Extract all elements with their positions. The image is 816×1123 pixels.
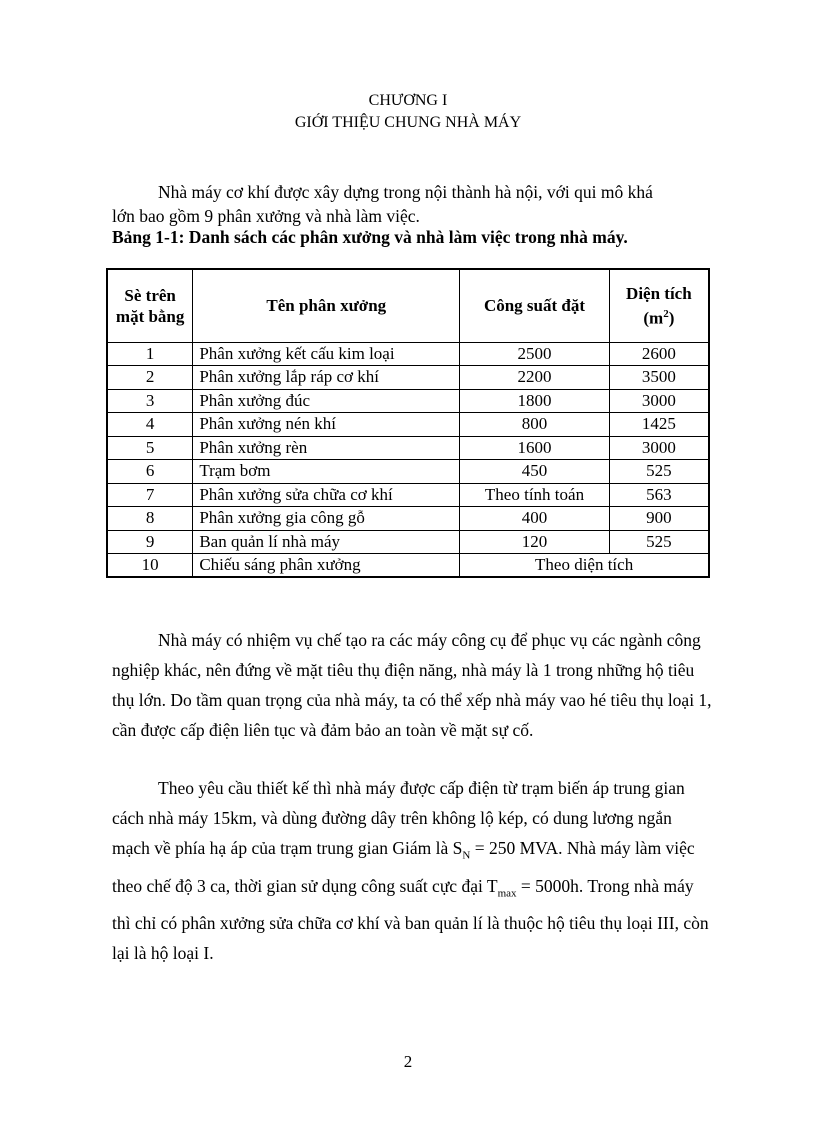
cell-name: Phân xưởng rèn	[193, 436, 460, 460]
cell-name: Chiếu sáng phân xưởng	[193, 554, 460, 578]
paragraph-1-text: Nhà máy có nhiệm vụ chế tạo ra các máy công cụ để phục vụ các ngành công nghiệp khác, nên đứng về mặt tiêu thụ điện năng, nhà máy là 1 trong những hộ tiêu thụ lớn. Do tầm quan trọng của nhà máy, ta có thể xếp nhà máy vao hé tiêu thụ loại 1, cần được cấp điện liên tục và đảm bảo an toàn về mặt sự cố.	[112, 630, 712, 740]
chapter-number: CHƯƠNG I	[368, 92, 448, 109]
intro-paragraph	[112, 180, 712, 228]
header-installed-power: Công suất đặt	[460, 269, 610, 342]
cell-area: 525	[609, 530, 709, 554]
table-row	[107, 436, 709, 460]
table-row	[107, 389, 709, 413]
cell-no: 10	[107, 554, 193, 578]
cell-area: 525	[609, 460, 709, 484]
header-workshop-name: Tên phân xưởng	[193, 269, 460, 342]
paragraph-1	[112, 625, 712, 745]
header-area	[609, 269, 709, 342]
header-position: Sè trên mặt bằng	[107, 269, 193, 342]
paragraph-2-part1: Theo yêu cầu thiết kế thì nhà máy được cấp điện từ trạm biến áp trung gian cách nhà máy 15km, và dùng đường dây trên không lộ kép, có dung lương ngắn mạch về phía hạ áp của trạm trung gian Giám là S	[112, 778, 685, 858]
paragraph-2	[112, 773, 712, 968]
cell-no: 6	[107, 460, 193, 484]
cell-no: 7	[107, 483, 193, 507]
table-row	[107, 483, 709, 507]
cell-power: 800	[460, 413, 610, 437]
cell-no: 2	[107, 366, 193, 390]
cell-no: 8	[107, 507, 193, 531]
table-row	[107, 530, 709, 554]
cell-no: 1	[107, 342, 193, 366]
cell-power: 2500	[460, 342, 610, 366]
cell-power: Theo tính toán	[460, 483, 610, 507]
table-row	[107, 460, 709, 484]
cell-name: Phân xưởng gia công gỗ	[193, 507, 460, 531]
paragraph-2-part2: = 250 MVA. Nhà máy làm việc theo chế độ 3 ca, thời gian sử dụng công suất cực đại T	[112, 838, 695, 896]
intro-line-2: lớn bao gồm 9 phân xưởng và nhà làm việc.	[112, 206, 420, 226]
cell-no: 4	[107, 413, 193, 437]
table-row-last	[107, 554, 709, 578]
intro-line-1: Nhà máy cơ khí được xây dựng trong nội thành hà nội, với qui mô khá	[158, 182, 653, 202]
cell-name: Trạm bơm	[193, 460, 460, 484]
cell-name: Ban quản lí nhà máy	[193, 530, 460, 554]
paragraph-2-part3: = 5000h. Trong nhà máy thì chỉ có phân xưởng sửa chữa cơ khí và ban quản lí là thuộc hộ tiêu thụ loại III, còn lại là hộ loại I.	[112, 875, 709, 963]
paragraph-2-sub-n: N	[462, 849, 471, 862]
table-row	[107, 507, 709, 531]
cell-area: 900	[609, 507, 709, 531]
cell-name: Phân xưởng lắp ráp cơ khí	[193, 366, 460, 390]
cell-area: 3000	[609, 389, 709, 413]
table-row	[107, 366, 709, 390]
cell-area: 3000	[609, 436, 709, 460]
cell-power: 400	[460, 507, 610, 531]
cell-no: 9	[107, 530, 193, 554]
table-row	[107, 413, 709, 437]
cell-name: Phân xưởng đúc	[193, 389, 460, 413]
cell-no: 3	[107, 389, 193, 413]
table-header-row	[107, 269, 709, 342]
header-area-unit: (m	[643, 308, 664, 328]
cell-no: 5	[107, 436, 193, 460]
header-area-label: Diện tích	[626, 283, 692, 303]
cell-name: Phân xưởng nén khí	[193, 413, 460, 437]
cell-power: 120	[460, 530, 610, 554]
header-area-sup: 2	[663, 307, 669, 320]
cell-name: Phân xưởng kết cấu kim loại	[193, 342, 460, 366]
table-body	[107, 342, 709, 577]
table-caption: Bảng 1-1: Danh sách các phân xưởng và nhà làm việc trong nhà máy.	[112, 227, 628, 247]
table-row	[107, 342, 709, 366]
cell-power: 1800	[460, 389, 610, 413]
cell-name: Phân xưởng sửa chữa cơ khí	[193, 483, 460, 507]
workshop-table	[106, 268, 710, 578]
chapter-title: GIỚI THIỆU CHUNG NHÀ MÁY	[294, 114, 522, 131]
cell-merged: Theo diện tích	[460, 554, 709, 578]
cell-area: 2600	[609, 342, 709, 366]
paragraph-2-sub-max: max	[497, 887, 517, 899]
cell-area: 3500	[609, 366, 709, 390]
cell-power: 2200	[460, 366, 610, 390]
cell-area: 1425	[609, 413, 709, 437]
cell-area: 563	[609, 483, 709, 507]
cell-power: 450	[460, 460, 610, 484]
cell-power: 1600	[460, 436, 610, 460]
page-number: 2	[403, 1052, 413, 1071]
header-area-close: )	[668, 308, 675, 328]
